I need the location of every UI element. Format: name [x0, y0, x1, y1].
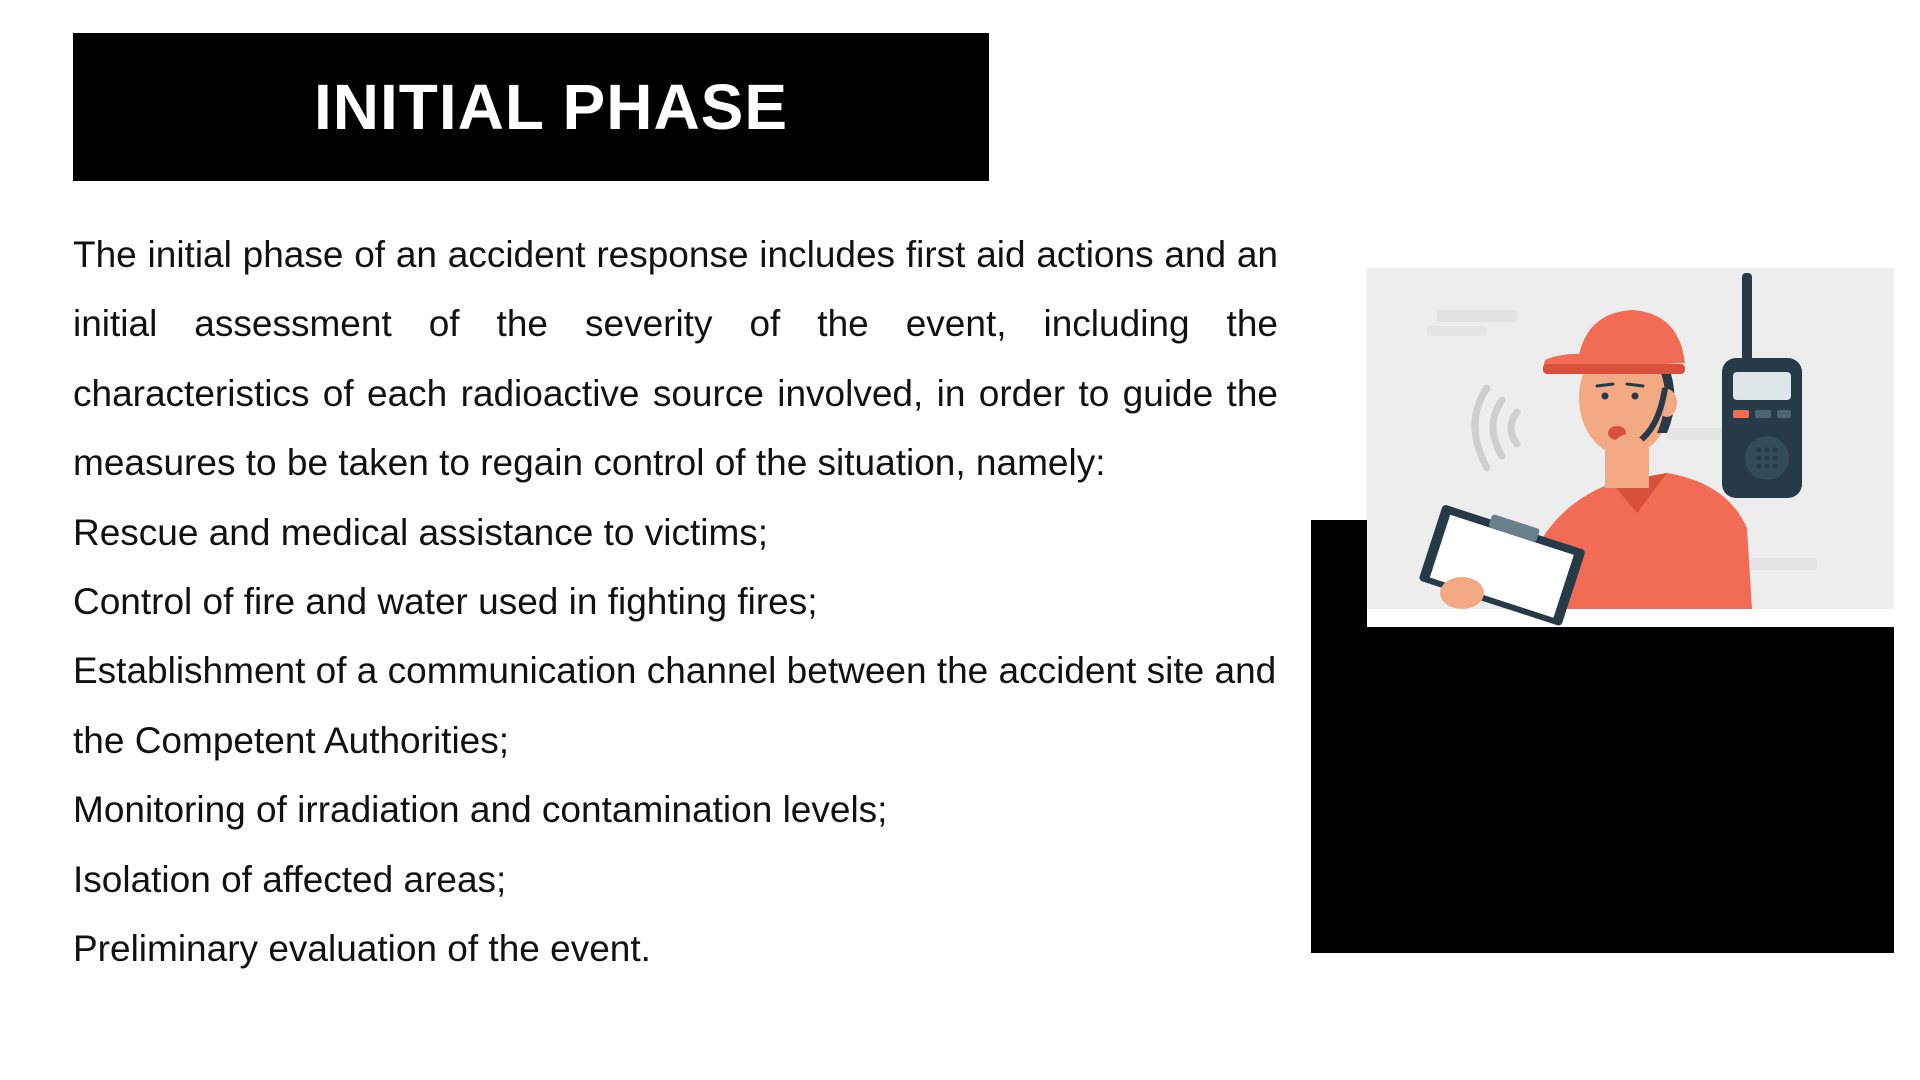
title-banner — [73, 33, 989, 181]
list-item: Preliminary evaluation of the event. — [73, 928, 651, 970]
list-item: Establishment of a communication channel between the accident site and the Competent Authorities; — [73, 650, 1277, 761]
list-item: Control of fire and water used in fighting fires; — [73, 581, 818, 623]
list-item: Monitoring of irradiation and contamination levels; — [73, 789, 888, 831]
slide-title: INITIAL PHASE — [313, 71, 789, 143]
list-item: Isolation of affected areas; — [73, 858, 507, 900]
measures-list — [73, 498, 1278, 984]
intro-paragraph: The initial phase of an accident response includes first aid actions and an initial assessment of the severity of the event, including the characteristics of each radioactive source involved, in order to guide the measures to be taken to regain control of the situation, namely: — [73, 234, 1278, 484]
worker-with-radio-icon — [1367, 268, 1894, 627]
worker-illustration — [1367, 268, 1894, 627]
slide-body — [73, 220, 1278, 983]
list-item: Rescue and medical assistance to victims; — [73, 511, 769, 553]
